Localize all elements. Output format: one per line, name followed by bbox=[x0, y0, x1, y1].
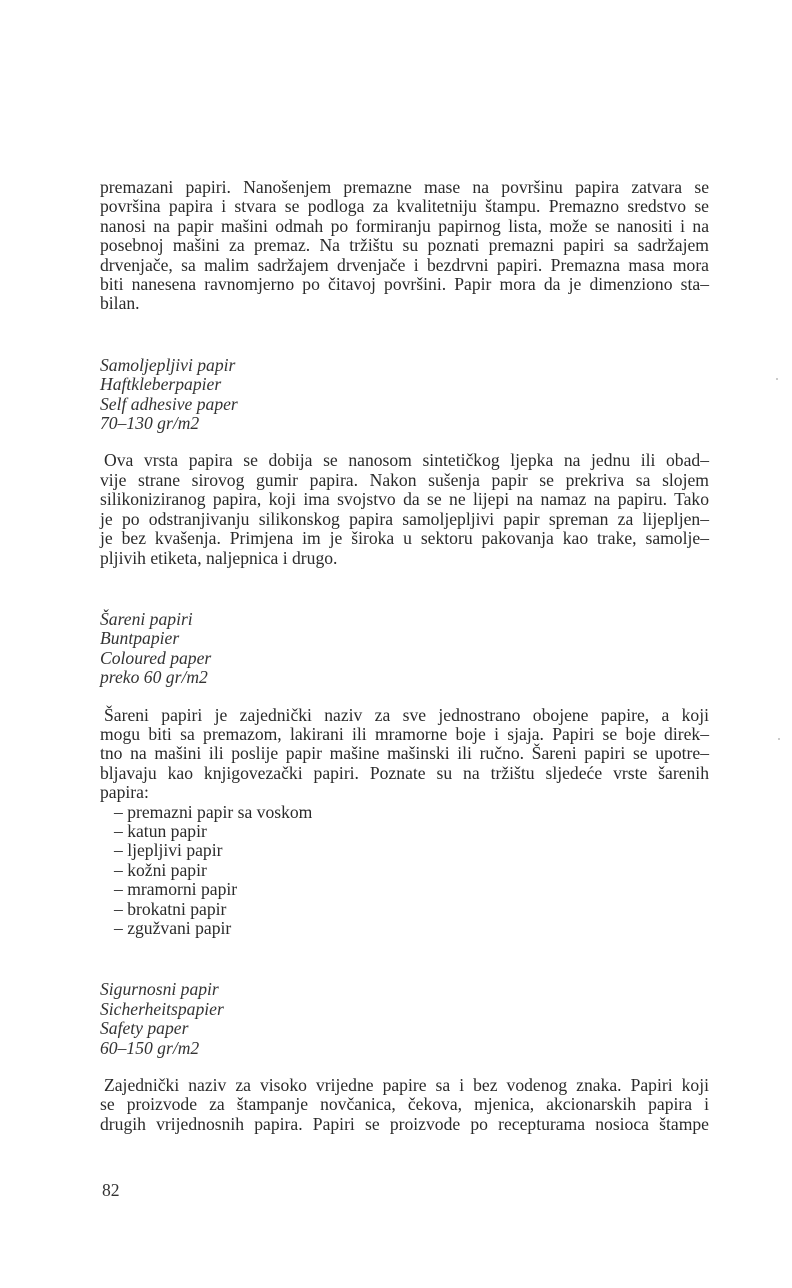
text-line: drvenjače, sa malim sadržajem drvenjače i bezdrvni papiri. Premazna masa mora bbox=[100, 254, 709, 275]
heading-weight: 60–150 gr/m2 bbox=[100, 1037, 200, 1058]
text-line: je bez kvašenja. Primjena im je široka u sektoru pakovanja kao trake, samolje– bbox=[100, 528, 709, 549]
heading-name-de: Buntpapier bbox=[100, 628, 180, 649]
text-line: drugih vrijednosnih papira. Papiri se proizvode po recepturama nosioca štampe bbox=[100, 1113, 709, 1134]
text-line: bljavaju kao knjigovezački papiri. Poznate su na tržištu sljedeće vrste šarenih bbox=[100, 762, 709, 783]
section-paragraph bbox=[100, 451, 709, 567]
list-item: – mramorni papir bbox=[114, 879, 238, 900]
heading-name-en: Coloured paper bbox=[100, 647, 212, 668]
section-heading-coloured-paper bbox=[100, 610, 709, 688]
text-line: premazani papiri. Nanošenjem premazne mase na površinu papira zatvara se bbox=[100, 177, 709, 197]
scan-speck bbox=[778, 738, 780, 740]
list-item: – zgužvani papir bbox=[114, 918, 232, 938]
list-item: – kožni papir bbox=[114, 859, 207, 880]
list-item: – katun papir bbox=[114, 820, 207, 841]
list-item: – ljepljivi papir bbox=[114, 840, 223, 861]
heading-name-en: Self adhesive paper bbox=[100, 393, 238, 414]
text-line: vije strane sirovog gumir papira. Nakon sušenja papir se prekriva sa slojem bbox=[100, 469, 709, 490]
heading-name-de: Sicherheitspapier bbox=[100, 998, 224, 1019]
heading-name-bs: Šareni papiri bbox=[100, 608, 193, 629]
paper-types-list bbox=[100, 803, 709, 939]
scan-speck bbox=[776, 378, 778, 380]
heading-name-bs: Sigurnosni papir bbox=[100, 979, 219, 1000]
heading-weight: 70–130 gr/m2 bbox=[100, 413, 200, 434]
text-line: površina papira i stvara se podloga za kvalitetniju štampu. Premazno sredstvo se bbox=[100, 196, 709, 217]
heading-name-de: Haftkleberpapier bbox=[100, 374, 222, 395]
text-line: papira: bbox=[100, 782, 149, 803]
text-line: pljivih etiketa, naljepnica i drugo. bbox=[100, 547, 338, 568]
intro-paragraph bbox=[100, 178, 709, 314]
page-body bbox=[100, 178, 709, 1134]
text-line: mogu biti sa premazom, lakirani ili mramorne boje i sjaja. Papiri se boje direk– bbox=[100, 723, 709, 744]
text-line: nanosi na papir mašini odmah po formiranju papirnog lista, može se nanositi i na bbox=[100, 215, 709, 236]
text-line: Ova vrsta papira se dobija se nanosom sintetičkog ljepka na jednu ili obad– bbox=[104, 450, 709, 471]
section-heading-safety-paper bbox=[100, 980, 709, 1058]
text-line: se proizvode za štampanje novčanica, čekova, mjenica, akcionarskih papira i bbox=[100, 1094, 709, 1115]
text-line: Zajednički naziv za visoko vrijedne papire sa i bez vodenog znaka. Papiri koji bbox=[104, 1075, 709, 1096]
text-line: posebnoj mašini za premaz. Na tržištu su poznati premazni papiri sa sadržajem bbox=[100, 235, 709, 256]
section-heading-self-adhesive bbox=[100, 356, 709, 434]
list-item: – premazni papir sa voskom bbox=[114, 801, 313, 822]
text-line: je po odstranjivanju silikonskog papira samoljepljivi papir spreman za lijepljen– bbox=[100, 508, 709, 529]
list-item: – brokatni papir bbox=[114, 898, 227, 919]
heading-weight: preko 60 gr/m2 bbox=[100, 667, 208, 688]
text-line: Šareni papiri je zajednički naziv za sve jednostrano obojene papire, a koji bbox=[104, 704, 709, 725]
text-line: biti nanesena ravnomjerno po čitavoj površini. Papir mora da je dimenziono sta– bbox=[100, 274, 709, 295]
section-paragraph bbox=[100, 706, 709, 803]
heading-name-en: Safety paper bbox=[100, 1018, 189, 1039]
section-paragraph bbox=[100, 1076, 709, 1134]
heading-name-bs: Samoljepljivi papir bbox=[100, 354, 236, 375]
text-line: bilan. bbox=[100, 293, 140, 314]
text-line: silikoniziranog papira, koji ima svojstvo da se ne lijepi na namaz na papiru. Tako bbox=[100, 489, 709, 510]
page-number: 82 bbox=[102, 1180, 120, 1200]
text-line: tno na mašini ili poslije papir mašine mašinski ili ručno. Šareni papiri se upotre– bbox=[100, 743, 709, 764]
